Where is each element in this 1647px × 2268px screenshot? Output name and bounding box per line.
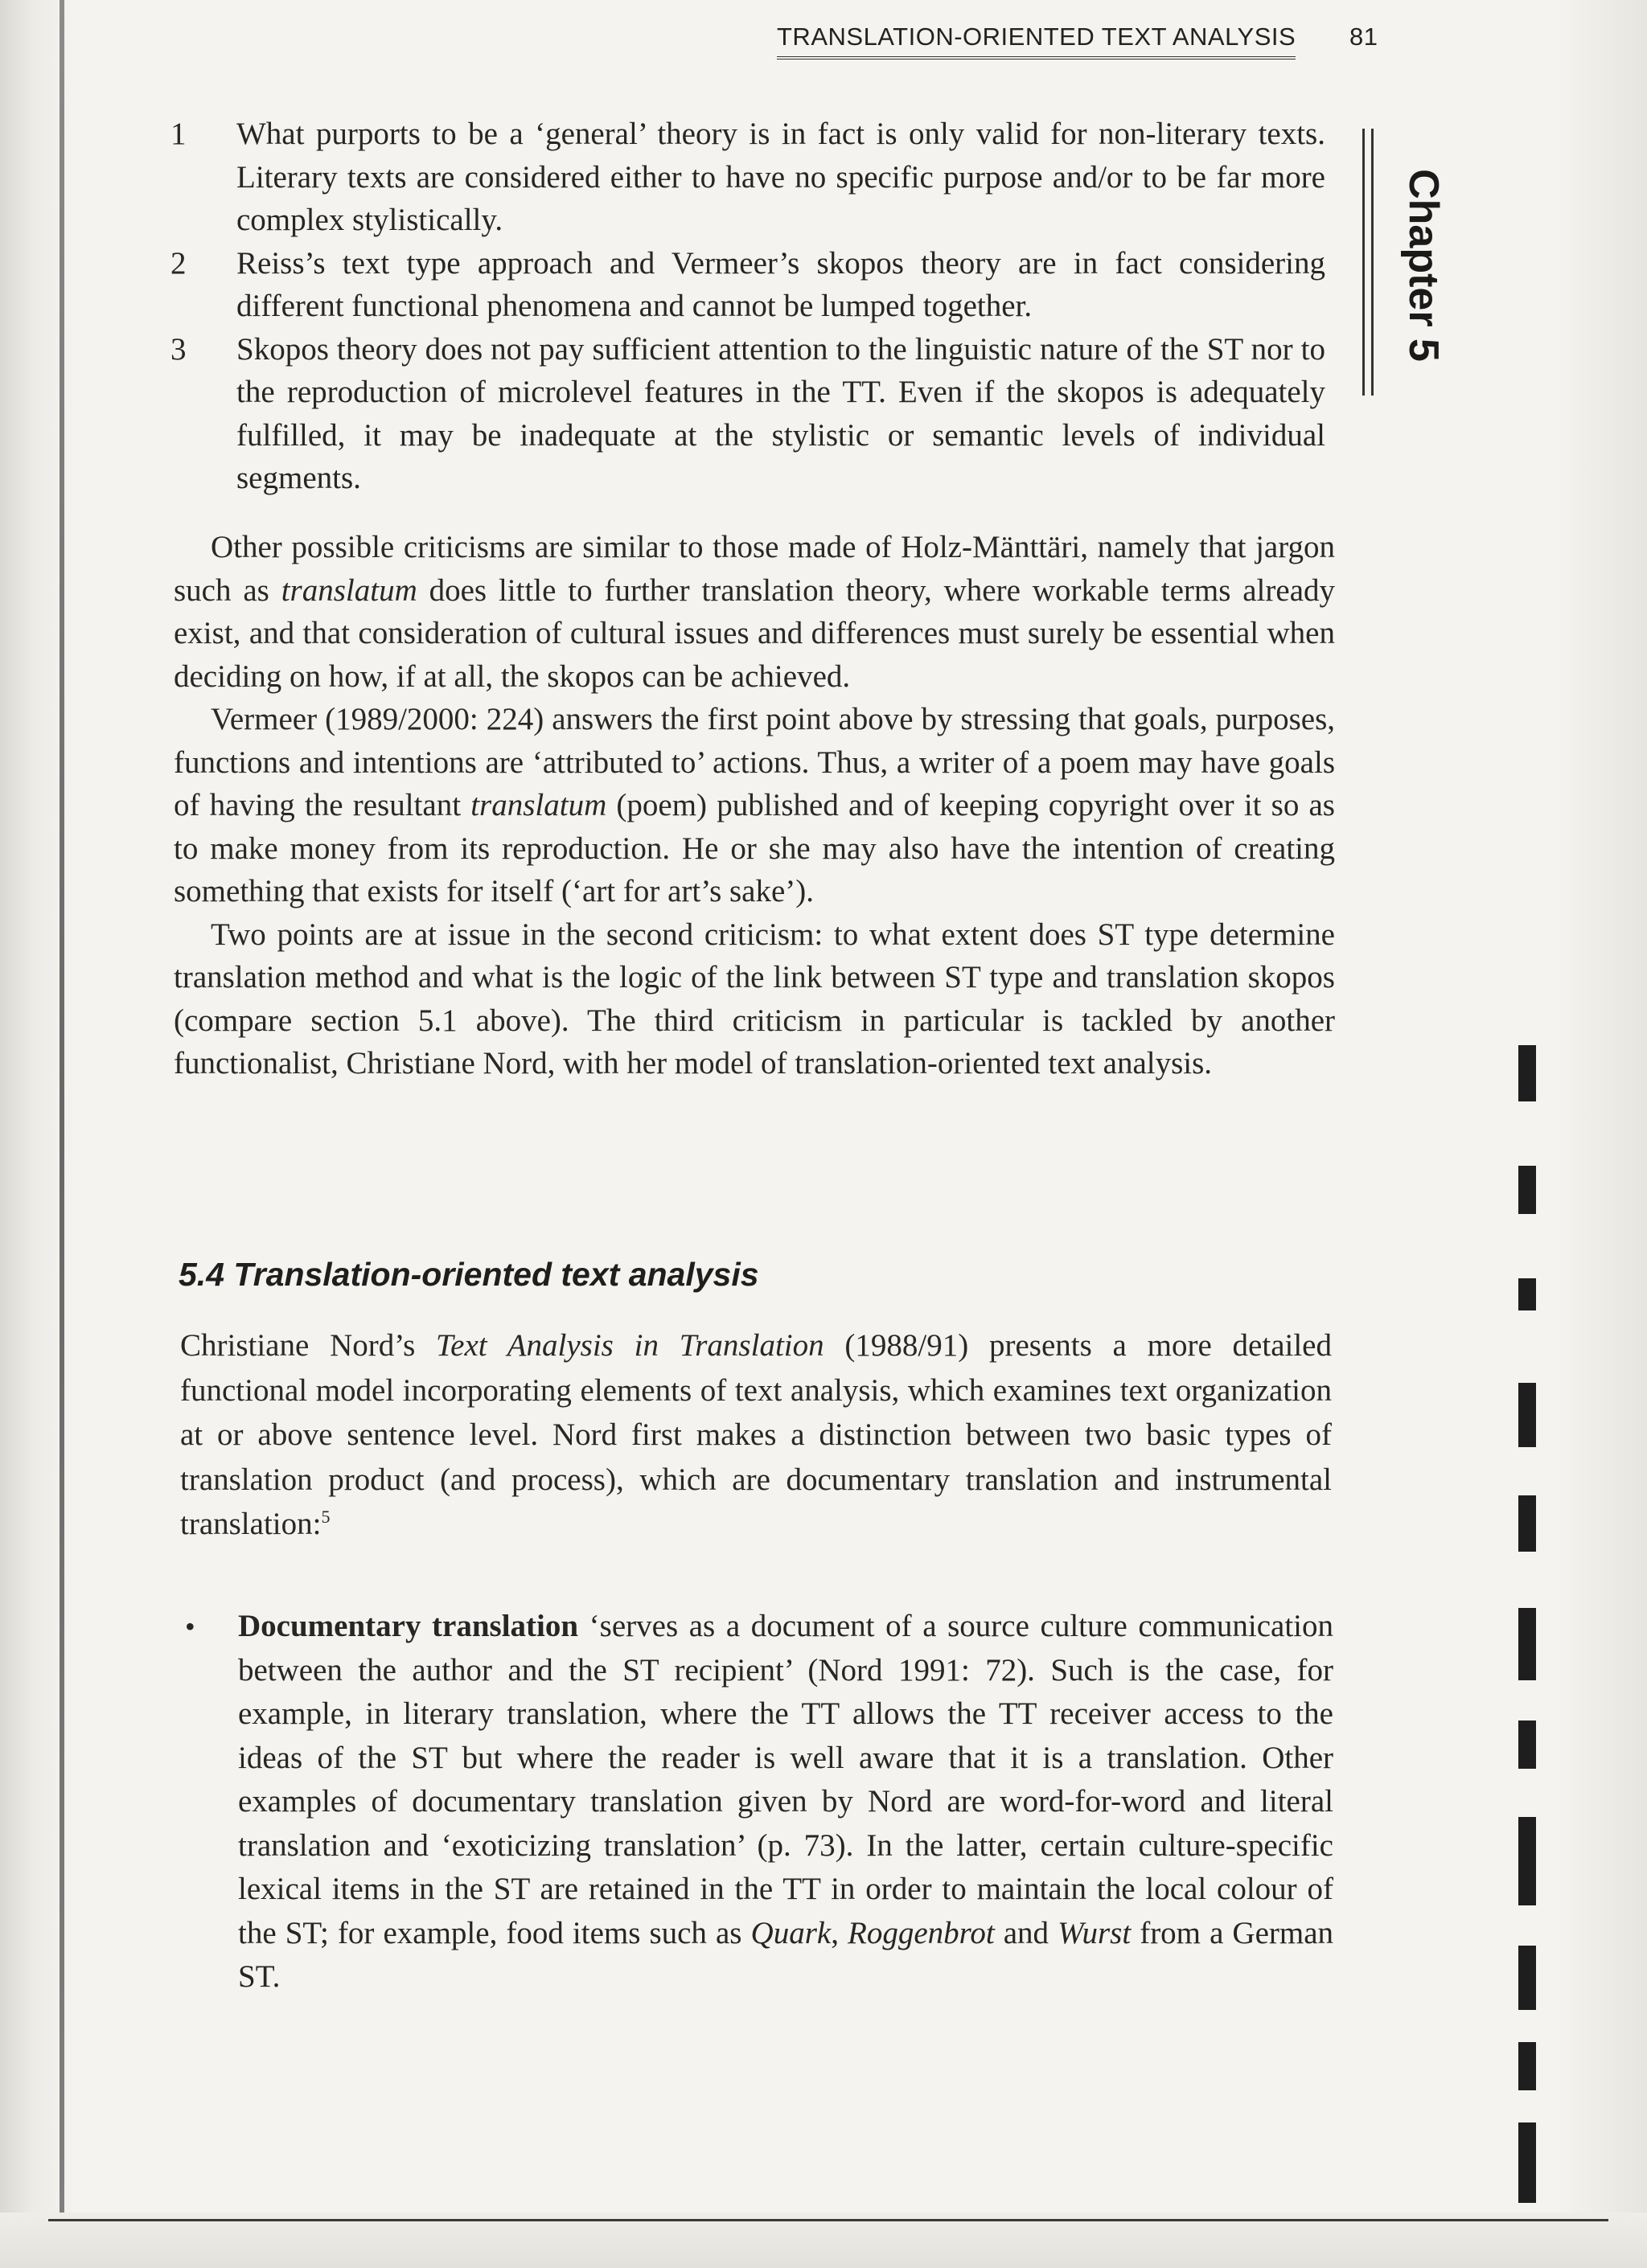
paragraph (174, 913, 1335, 1085)
paragraph (174, 698, 1335, 913)
italic-term: Roggenbrot (848, 1915, 995, 1950)
list-item (167, 242, 1325, 328)
text-run: and (994, 1915, 1058, 1950)
text-run: (poem) published and of keeping copyright over it so as to make money from its reproduction. He or she may also have the intention of creating something that exists for itself (‘art for art’s sake’). (174, 788, 1335, 908)
item-number: 2 (170, 245, 187, 281)
item-text: Reiss’s text type approach and Vermeer’s skopos theory are in fact considering different functional phenomena and cannot be lumped together. (236, 245, 1325, 323)
running-head (777, 23, 1388, 59)
text-run: (1988/91) presents a more detailed functional model incorporating elements of text analysis, which examines text organization at or above sentence level. Nord first makes a distinction between two basic types of translation product (and process), which are documentary translation and instrumental translation: (180, 1328, 1332, 1541)
text-run: Christiane Nord’s (180, 1328, 437, 1363)
paragraph (180, 1323, 1332, 1547)
body-text-upper (174, 526, 1335, 1085)
bottom-edge-line (48, 2219, 1608, 2221)
criticisms-list (167, 113, 1325, 500)
page-edge-right (1559, 0, 1647, 2268)
running-title: TRANSLATION-ORIENTED TEXT ANALYSIS (777, 23, 1296, 59)
list-item (167, 113, 1325, 242)
text-run: ‘serves as a document of a source culture communication between the author and the ST recipient’ (Nord 1991: 72). Such is the case, for example, in literary translation, where the TT allows the TT receiver access to the ideas of the ST but where the reader is well aware that it is a translation. Other examples of documentary translation given by Nord are word-for-word and literal translation and ‘exoticizing translation’ (p. 73). In the latter, certain culture-specific lexical items in the ST are retained in the TT in order to maintain the local colour of the ST; for example, food items such as (238, 1609, 1333, 1950)
list-item (182, 1605, 1333, 1999)
italic-term: translatum (281, 572, 417, 608)
footnote-marker: 5 (321, 1507, 331, 1527)
italic-term: Quark (750, 1915, 832, 1950)
chapter-tab-rule (1362, 129, 1374, 396)
section-heading: 5.4 Translation-oriented text analysis (179, 1256, 759, 1293)
translation-types-list (182, 1605, 1333, 1999)
list-item (167, 328, 1325, 500)
text-run: Other possible criticisms are similar to those made of Holz-Mänttäri, namely that jargon such as (174, 530, 1335, 608)
italic-title: Text Analysis in Translation (436, 1328, 824, 1363)
text-run: , (831, 1915, 848, 1950)
item-text: Skopos theory does not pay sufficient attention to the linguistic nature of the ST nor to the reproduction of microlevel features in the TT. Even if the skopos is adequately fulfilled, it may be inadequate at the stylistic or semantic levels of individual segments. (236, 331, 1325, 495)
italic-term: Wurst (1058, 1915, 1132, 1950)
margin-thumb-marks (1518, 1045, 1538, 2203)
text-run: from a German ST. (238, 1915, 1334, 1994)
chapter-tab (1399, 129, 1448, 402)
item-number: 1 (170, 117, 187, 151)
paragraph (174, 526, 1335, 698)
item-text: What purports to be a ‘general’ theory is in fact is only valid for non-literary texts. Literary texts are considered either to have no specific purpose and/or to be far more complex stylistically. (236, 117, 1325, 237)
text-run: Vermeer (1989/2000: 224) answers the first point above by stressing that goals, purposes, functions and intentions are ‘attributed to’ actions. Thus, a writer of a poem may have goals of having the resultant (174, 702, 1335, 822)
bullet-marker: • (185, 1610, 195, 1643)
item-number: 3 (170, 331, 187, 367)
page-number: 81 (1349, 23, 1378, 51)
text-run: does little to further translation theory, where workable terms already exist, and that consideration of cultural issues and differences must surely be essential when deciding on how, if at all, the skopos can be achieved. (174, 572, 1335, 694)
chapter-tab-label: Chapter 5 (1400, 169, 1447, 362)
binding-shadow (60, 0, 64, 2235)
bullet-term: Documentary translation (238, 1609, 579, 1643)
text-run: Two points are at issue in the second criticism: to what extent does ST type determine translation method and what is the logic of the link between ST type and translation skopos (compare section 5.1 above). The third criticism in particular is tackled by another functionalist, Christiane Nord, with her model of translation-oriented text analysis. (174, 917, 1335, 1081)
body-text-section (180, 1323, 1332, 1547)
italic-term: translatum (470, 788, 607, 822)
